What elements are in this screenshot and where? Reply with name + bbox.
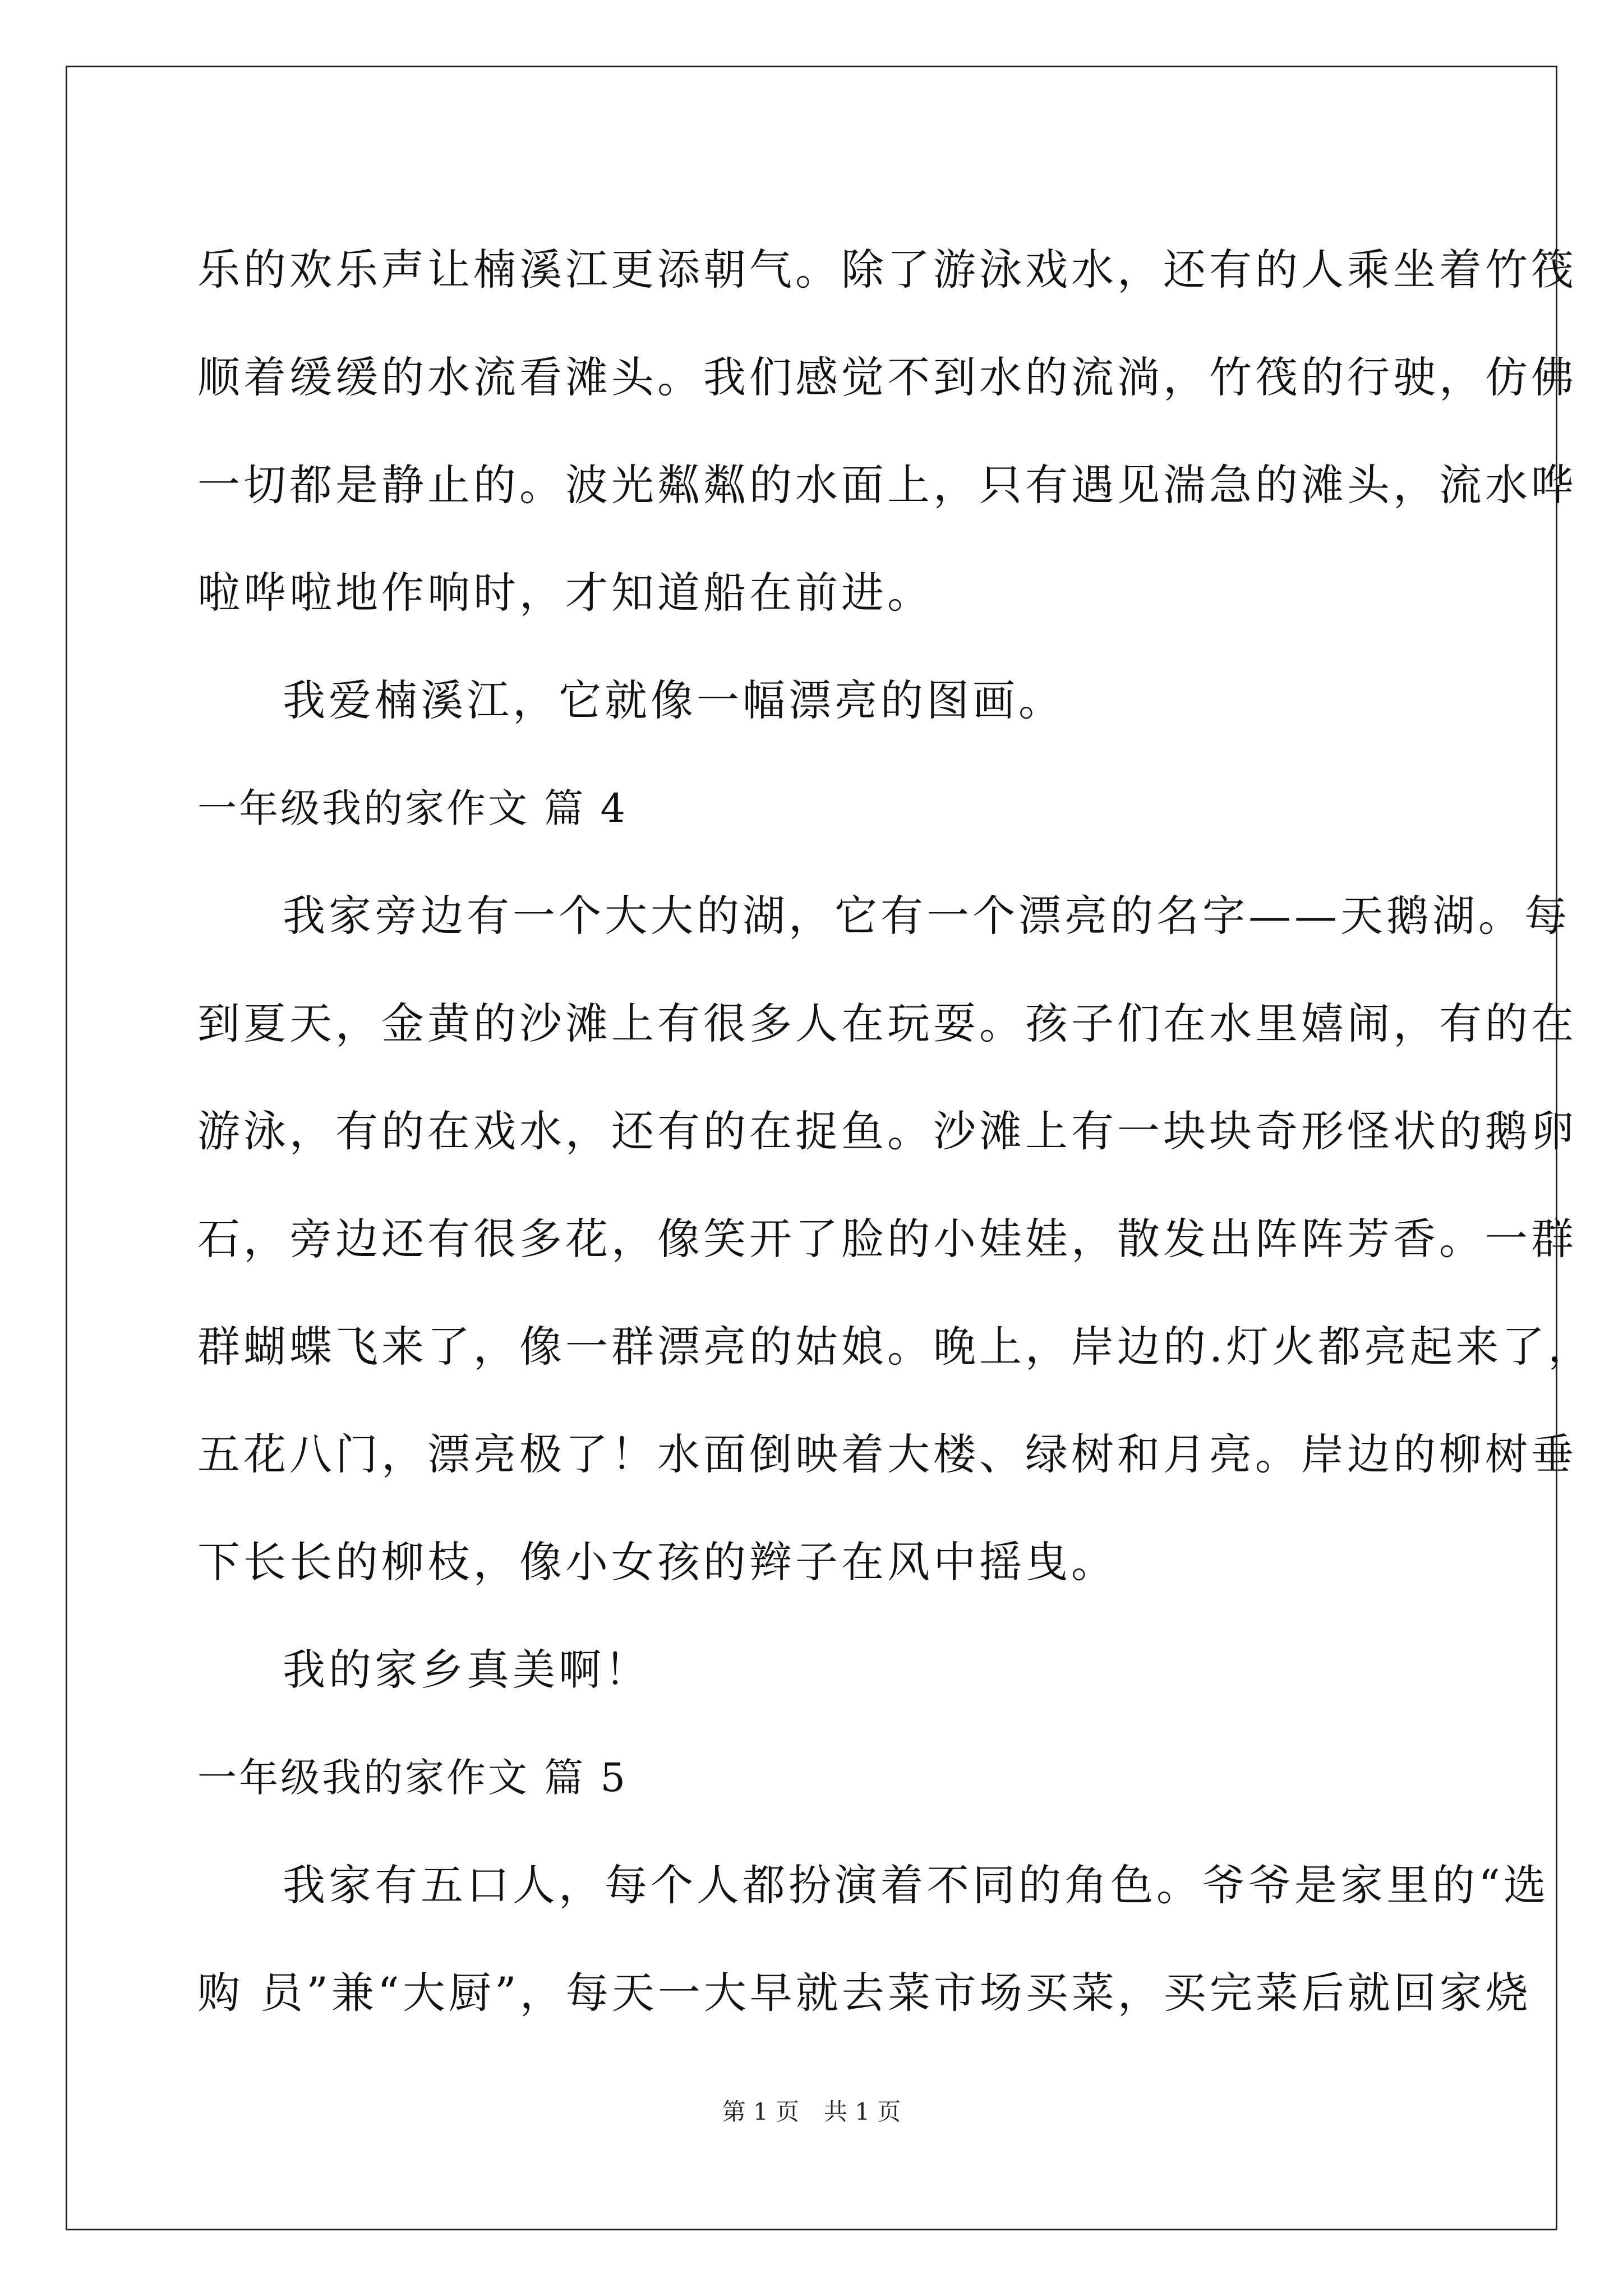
paragraph-line: 下长长的柳枝，像小女孩的辫子在风中摇曳。: [197, 1537, 1117, 1587]
page-footer: [0, 2095, 1623, 2129]
page-number: 第 1 页: [722, 2098, 799, 2125]
paragraph-line: 乐的欢乐声让楠溪江更添朝气。除了游泳戏水，还有的人乘坐着竹筏: [197, 245, 1577, 295]
paragraph-line: 石，旁边还有很多花，像笑开了脸的小娃娃，散发出阵阵芳香。一群: [197, 1214, 1577, 1264]
document-body: [197, 216, 1594, 2047]
paragraph-line: 购 员”兼“大厨”，每天一大早就去菜市场买菜，买完菜后就回家烧: [197, 1968, 1532, 2018]
paragraph-line: 游泳，有的在戏水，还有的在捉鱼。沙滩上有一块块奇形怪状的鹅卵: [197, 1106, 1577, 1156]
paragraph-line: 我爱楠溪江，它就像一幅漂亮的图画。: [283, 675, 1064, 725]
paragraph-line: 我的家乡真美啊！: [283, 1645, 651, 1695]
page-total: 共 1 页: [824, 2098, 901, 2125]
paragraph-line: 顺着缓缓的水流看滩头。我们感觉不到水的流淌，竹筏的行驶，仿佛: [197, 352, 1577, 402]
paragraph-line: 一切都是静止的。波光粼粼的水面上，只有遇见湍急的滩头，流水哗: [197, 460, 1577, 510]
section-heading-4: 一年级我的家作文 篇 4: [197, 785, 628, 831]
paragraph-line: 到夏天，金黄的沙滩上有很多人在玩耍。孩子们在水里嬉闹，有的在: [197, 999, 1577, 1048]
section-heading-5: 一年级我的家作文 篇 5: [197, 1755, 628, 1801]
paragraph-line: 群蝴蝶飞来了，像一群漂亮的姑娘。晚上，岸边的.灯火都亮起来了，: [197, 1322, 1594, 1372]
paragraph-line: 我家有五口人，每个人都扮演着不同的角色。爷爷是家里的“选: [283, 1860, 1550, 1910]
paragraph-line: 啦哗啦地作响时，才知道船在前进。: [197, 568, 933, 618]
paragraph-line: 五花八门，漂亮极了！水面倒映着大楼、绿树和月亮。岸边的柳树垂: [197, 1429, 1577, 1479]
paragraph-line: 我家旁边有一个大大的湖，它有一个漂亮的名字——天鹅湖。每: [283, 891, 1570, 941]
